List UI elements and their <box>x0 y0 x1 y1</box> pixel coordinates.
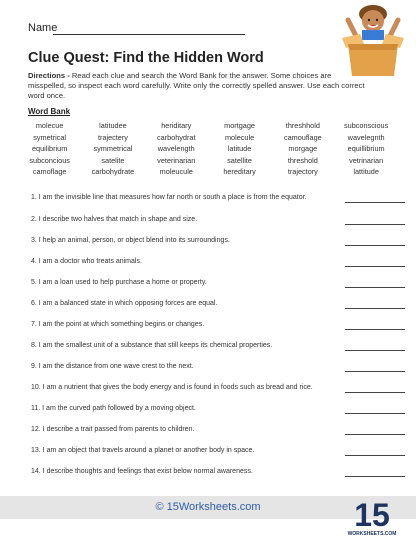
word-bank-word: carbohydrat <box>156 132 196 142</box>
question-12: 12. I describe a trait passed from parents to children. <box>31 426 195 433</box>
question-5: 5. I am a loan used to help purchase a home or property. <box>31 279 207 286</box>
word-bank-word: wavelength <box>157 144 195 153</box>
name-line <box>53 34 245 35</box>
answer-line-2[interactable] <box>345 224 405 225</box>
word-bank-word: camoflage <box>32 167 67 176</box>
answer-line-1[interactable] <box>345 202 405 203</box>
question-8: 8. I am the smallest unit of a substance that still keeps its chemical properties. <box>31 342 273 349</box>
word-bank-word: vetrinarian <box>349 155 384 165</box>
footer-link[interactable]: © 15Worksheets.com <box>155 501 261 513</box>
question-9: 9. I am the distance from one wave crest to the next. <box>31 363 194 370</box>
word-bank-word: camouflage <box>283 132 322 142</box>
answer-line-3[interactable] <box>345 245 405 246</box>
word-bank-grid <box>18 121 398 179</box>
question-14: 14. I describe thoughts and feelings that exist below normal awareness. <box>31 468 253 475</box>
word-bank-word: veterinarian <box>157 155 196 165</box>
directions <box>28 71 368 101</box>
word-bank-row <box>18 167 398 179</box>
word-bank-word: latitude <box>227 144 252 153</box>
word-bank-word: symmetrical <box>93 144 133 153</box>
question-1: 1. I am the invisible line that measures how far north or south a place is from the equator. <box>31 194 307 201</box>
answer-line-8[interactable] <box>345 350 405 351</box>
word-bank-word: hereditary <box>223 167 256 176</box>
word-bank-word: satellite <box>227 155 252 165</box>
word-bank-word: carbohydrate <box>91 167 135 176</box>
word-bank-word: wavelegnth <box>347 132 385 142</box>
word-bank-word: lattitude <box>353 167 379 176</box>
word-bank-word: subconscious <box>344 121 389 130</box>
word-bank-word: satelite <box>101 155 125 165</box>
question-2: 2. I describe two halves that match in shape and size. <box>31 216 198 223</box>
answer-line-11[interactable] <box>345 413 405 414</box>
answer-line-6[interactable] <box>345 308 405 309</box>
page-title: Clue Quest: Find the Hidden Word <box>28 50 264 66</box>
answer-line-13[interactable] <box>345 455 405 456</box>
question-7: 7. I am the point at which something begins or changes. <box>31 321 205 328</box>
answer-line-12[interactable] <box>345 434 405 435</box>
question-13: 13. I am an object that travels around a planet or another body in space. <box>31 447 255 454</box>
word-bank-word: symetrical <box>33 132 67 142</box>
logo-word: WORKSHEETS.COM <box>347 531 397 537</box>
question-10: 10. I am a nutrient that gives the body energy and is found in foods such as bread and rice. <box>31 384 313 391</box>
directions-label: Directions - <box>28 71 72 80</box>
word-bank-row <box>18 156 398 168</box>
word-bank-word: moleucule <box>159 167 193 176</box>
word-bank-word: equillibrium <box>347 144 385 153</box>
answer-line-9[interactable] <box>345 371 405 372</box>
answer-line-14[interactable] <box>345 476 405 477</box>
15worksheets-logo-icon <box>347 496 397 538</box>
answer-line-10[interactable] <box>345 392 405 393</box>
word-bank-word: trajectory <box>287 167 318 176</box>
word-bank-row <box>18 133 398 145</box>
word-bank-word: subconcious <box>29 155 70 165</box>
answer-line-5[interactable] <box>345 287 405 288</box>
answer-line-7[interactable] <box>345 329 405 330</box>
word-bank-word: trajectery <box>97 132 128 142</box>
question-3: 3. I help an animal, person, or object blend into its surroundings. <box>31 237 230 244</box>
question-4: 4. I am a doctor who treats animals. <box>31 258 142 265</box>
kid-in-box-mascot-icon <box>334 0 412 78</box>
directions-text: Read each clue and search the Word Bank for the answer. Some choices are misspelled, so inspect each word carefully. Write only the correctly spelled answer. Use each correct word once. <box>28 71 365 100</box>
word-bank-row <box>18 121 398 133</box>
name-label: Name <box>28 22 58 34</box>
word-bank-word: threshold <box>287 155 318 165</box>
question-6: 6. I am a balanced state in which opposing forces are equal. <box>31 300 218 307</box>
word-bank-word: morgage <box>288 144 318 153</box>
answer-line-4[interactable] <box>345 266 405 267</box>
word-bank-row <box>18 144 398 156</box>
word-bank-word: equilibrium <box>32 144 68 153</box>
word-bank-word: molecule <box>224 132 255 142</box>
word-bank-word: threshhold <box>285 121 320 130</box>
logo-number: 15 <box>354 497 390 533</box>
word-bank-word: heriditary <box>161 121 192 130</box>
word-bank-word: mortgage <box>224 121 255 130</box>
question-11: 11. I am the curved path followed by a moving object. <box>31 405 196 412</box>
word-bank-word: molecue <box>35 121 64 130</box>
word-bank-title: Word Bank <box>28 107 71 116</box>
word-bank-word: latitudee <box>99 121 127 130</box>
